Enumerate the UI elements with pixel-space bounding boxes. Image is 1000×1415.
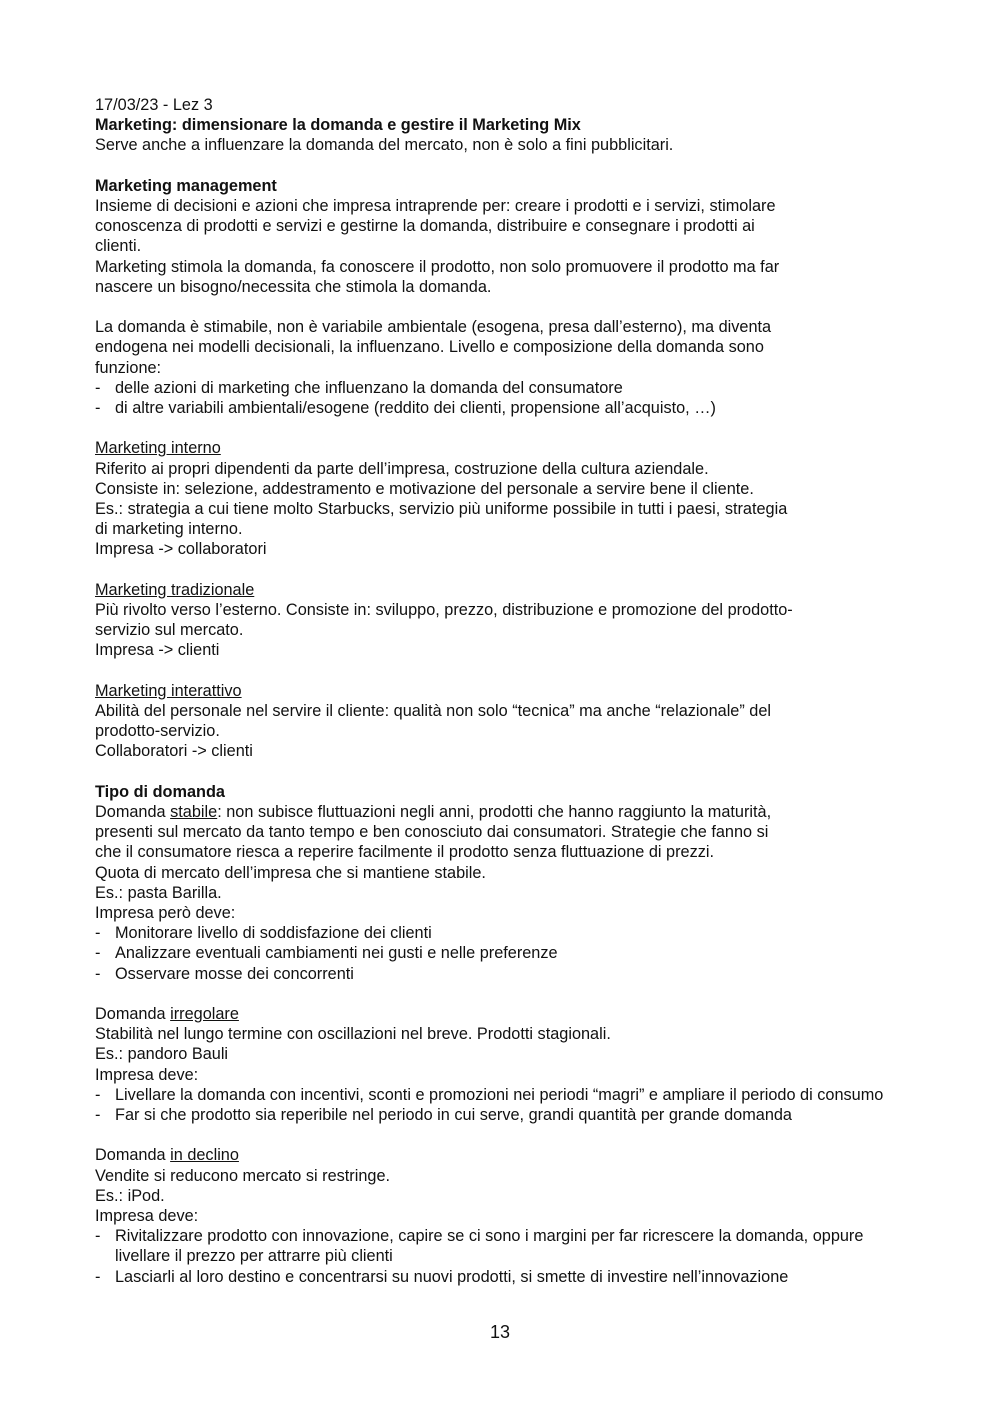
term-irregolare: irregolare: [170, 1005, 239, 1024]
section-marketing-interno: [95, 438, 910, 559]
term-in-declino: in declino: [170, 1146, 239, 1165]
paragraph-line: Es.: strategia a cui tiene molto Starbucks, servizio più uniforme possibile in tutti i paesi, strategia: [95, 500, 788, 519]
paragraph-line: Es.: iPod.: [95, 1186, 165, 1205]
bullet-list: [95, 1226, 910, 1287]
section-heading: Marketing management: [95, 176, 277, 195]
paragraph-line: Stabilità nel lungo termine con oscillazioni nel breve. Prodotti stagionali.: [95, 1025, 611, 1044]
paragraph-line: nascere un bisogno/necessita che stimola la domanda.: [95, 277, 492, 296]
subsection-heading: Domanda in declino: [95, 1146, 239, 1165]
list-item: - Analizzare eventuali cambiamenti nei gusti e nelle preferenze: [95, 944, 558, 963]
paragraph-line: Più rivolto verso l’esterno. Consiste in: sviluppo, prezzo, distribuzione e promozione del prodotto-: [95, 601, 793, 620]
document-page: [95, 95, 910, 1287]
list-item: - Far si che prodotto sia reperibile nel periodo in cui serve, grandi quantità per grande domanda: [95, 1106, 792, 1125]
paragraph-line: Impresa deve:: [95, 1207, 199, 1226]
section-marketing-interattivo: [95, 681, 910, 762]
paragraph-line: Collaboratori -> clienti: [95, 742, 253, 761]
paragraph-line: presenti sul mercato da tanto tempo e ben conosciuto dai consumatori. Strategie che fanno si: [95, 823, 769, 842]
section-heading: Tipo di domanda: [95, 782, 225, 801]
subsection-heading: Domanda irregolare: [95, 1005, 239, 1024]
paragraph-line: Abilità del personale nel servire il cliente: qualità non solo “tecnica” ma anche “relazionale” del: [95, 702, 772, 721]
list-item: - delle azioni di marketing che influenzano la domanda del consumatore: [95, 378, 623, 397]
paragraph-line: Es.: pandoro Bauli: [95, 1045, 229, 1064]
paragraph-line: endogena nei modelli decisionali, la influenzano. Livello e composizione della domanda sono: [95, 338, 764, 357]
paragraph-line: Marketing stimola la domanda, fa conoscere il prodotto, non solo promuovere il prodotto ma far: [95, 257, 780, 276]
page-number: 13: [489, 1322, 511, 1342]
list-item: - Osservare mosse dei concorrenti: [95, 964, 354, 983]
paragraph-line: Impresa però deve:: [95, 904, 236, 923]
paragraph-line: funzione:: [95, 358, 162, 377]
paragraph-line: Domanda stabile: non subisce fluttuazioni negli anni, prodotti che hanno raggiunto la maturità,: [95, 803, 772, 822]
lecture-date: 17/03/23 - Lez 3: [95, 96, 213, 114]
paragraph-line: Quota di mercato dell’impresa che si mantiene stabile.: [95, 863, 486, 882]
section-domanda-in-declino: [95, 1145, 910, 1286]
paragraph-line: Es.: pasta Barilla.: [95, 883, 222, 902]
paragraph-line: prodotto-servizio.: [95, 722, 220, 741]
paragraph-line: Riferito ai propri dipendenti da parte dell’impresa, costruzione della cultura aziendale.: [95, 459, 709, 478]
list-item: - Livellare la domanda con incentivi, sconti e promozioni nei periodi “magri” e ampliare il periodo di consumo: [95, 1085, 884, 1104]
list-item: - Monitorare livello di soddisfazione dei clienti: [95, 924, 432, 943]
section-marketing-tradizionale: [95, 580, 910, 661]
section-tipo-di-domanda: [95, 782, 910, 984]
list-item: - Lasciarli al loro destino e concentrarsi su nuovi prodotti, si smette di investire nell’innovazione: [95, 1267, 789, 1286]
bullet-list: [95, 1085, 910, 1125]
paragraph-line: Impresa -> collaboratori: [95, 540, 267, 559]
list-item: - di altre variabili ambientali/esogene (reddito dei clienti, propensione all’acquisto, …): [95, 399, 716, 418]
paragraph-line: Consiste in: selezione, addestramento e motivazione del personale a servire bene il cliente.: [95, 479, 754, 498]
section-domanda-stimabile: [95, 317, 910, 418]
subsection-heading: Marketing interattivo: [95, 681, 242, 700]
paragraph-line: di marketing interno.: [95, 520, 243, 539]
bullet-list: [95, 378, 910, 418]
paragraph-line: Impresa -> clienti: [95, 641, 220, 660]
paragraph-line: conoscenza di prodotti e servizi e gestirne la domanda, distribuire e consegnare i prodotti ai: [95, 217, 755, 236]
bullet-list: [95, 923, 910, 984]
page-title: Marketing: dimensionare la domanda e gestire il Marketing Mix: [95, 116, 581, 135]
subsection-heading: Marketing tradizionale: [95, 580, 255, 599]
section-marketing-management: [95, 176, 910, 297]
paragraph-line: che il consumatore riesca a reperire facilmente il prodotto senza fluttuazione di prezzi.: [95, 843, 714, 862]
paragraph-line: La domanda è stimabile, non è variabile ambientale (esogena, presa dall’esterno), ma diventa: [95, 318, 772, 337]
intro-text: Serve anche a influenzare la domanda del mercato, non è solo a fini pubblicitari.: [95, 136, 674, 155]
list-item: - Rivitalizzare prodotto con innovazione, capire se ci sono i margini per far ricrescere la domanda, oppure livellare il prezzo per attrarre più clienti: [95, 1227, 864, 1266]
paragraph-line: Insieme di decisioni e azioni che impresa intraprende per: creare i prodotti e i servizi, stimolare: [95, 197, 776, 215]
paragraph-line: servizio sul mercato.: [95, 621, 244, 640]
section-domanda-irregolare: [95, 1004, 910, 1125]
paragraph-line: clienti.: [95, 237, 142, 256]
paragraph-line: Vendite si reducono mercato si restringe.: [95, 1166, 391, 1185]
paragraph-line: Impresa deve:: [95, 1065, 199, 1084]
subsection-heading: Marketing interno: [95, 439, 221, 458]
term-stabile: stabile: [170, 803, 218, 822]
